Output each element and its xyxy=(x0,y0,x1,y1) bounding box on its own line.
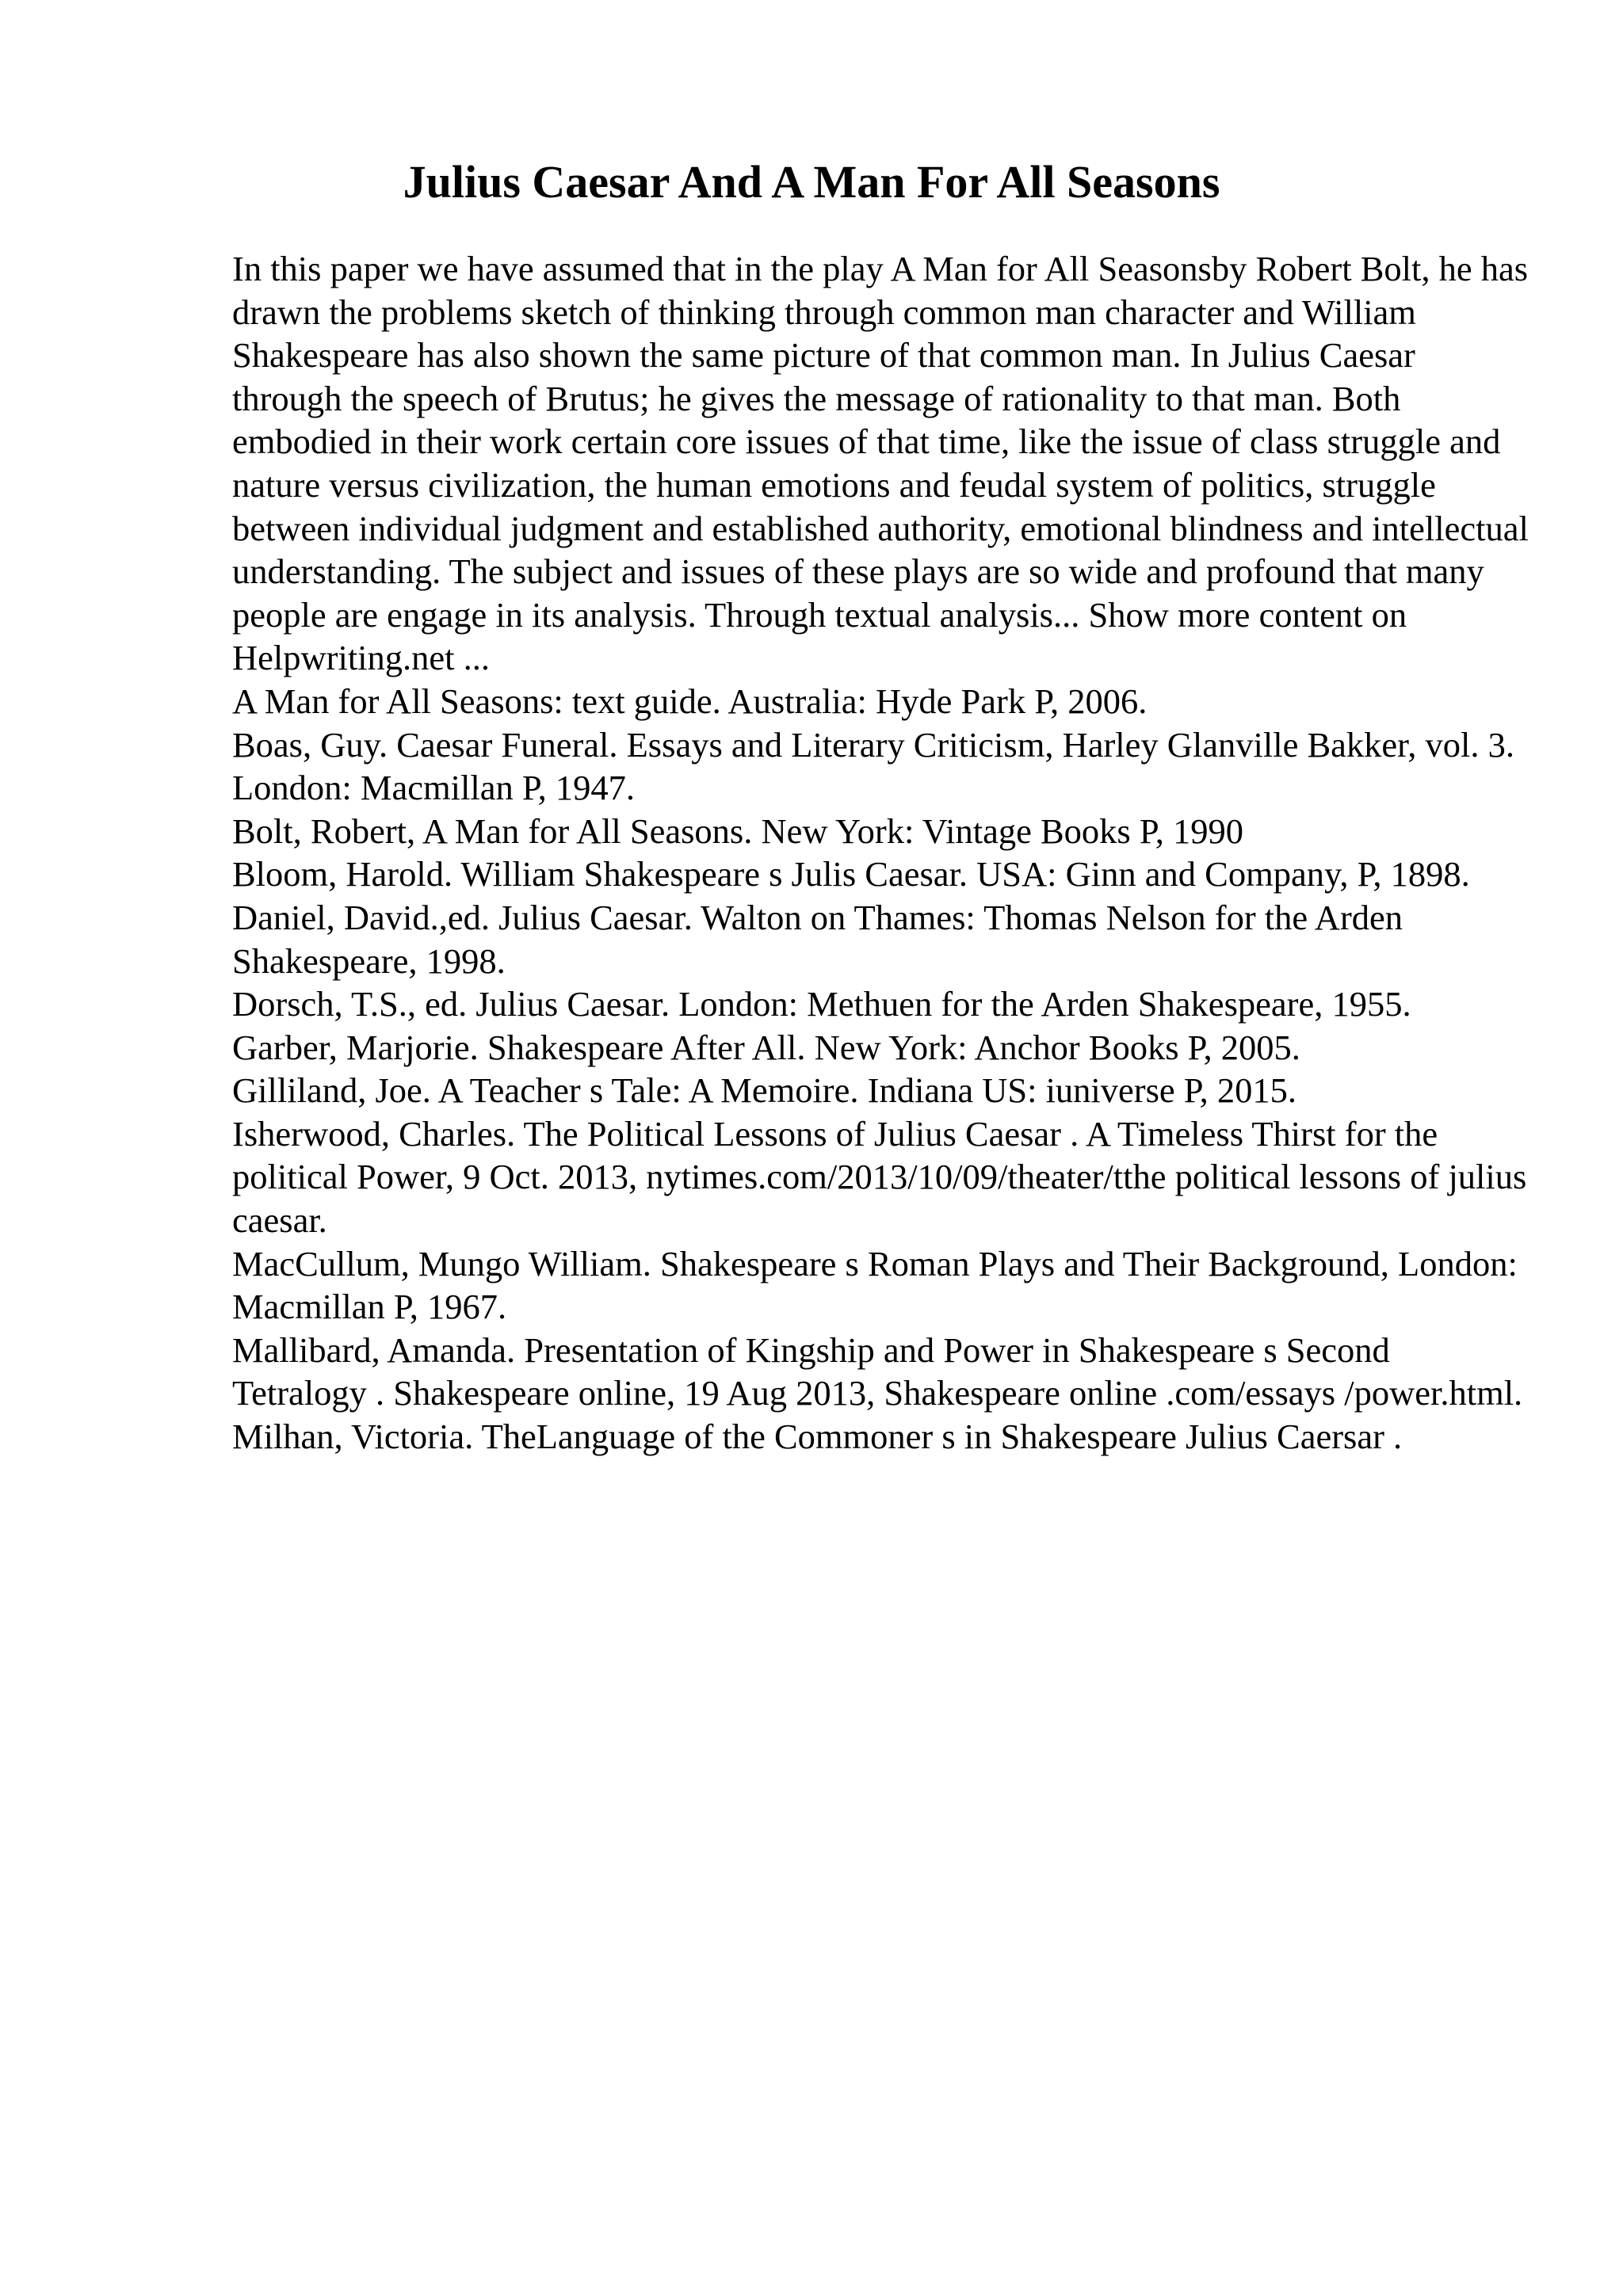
reference-entry: MacCullum, Mungo William. Shakespeare s Roman Plays and Their Background, London: Macmillan P, 1967. xyxy=(232,1243,1518,1327)
reference-entry: Gilliland, Joe. A Teacher s Tale: A Memoire. Indiana US: iuniverse P, 2015. xyxy=(232,1070,1296,1111)
reference-entry: Daniel, David.,ed. Julius Caesar. Walton on Thames: Thomas Nelson for the Arden Shakespeare, 1998. xyxy=(232,897,1403,981)
reference-entry: Bloom, Harold. William Shakespeare s Julis Caesar. USA: Ginn and Company, P, 1898. xyxy=(232,854,1470,894)
reference-entry: Boas, Guy. Caesar Funeral. Essays and Literary Criticism, Harley Glanville Bakker, vol. 3. London: Macmillan P, 1947. xyxy=(232,724,1514,808)
reference-entry: Milhan, Victoria. TheLanguage of the Commoner s in Shakespeare Julius Caersar . xyxy=(232,1417,1403,1457)
reference-entry: Isherwood, Charles. The Political Lessons of Julius Caesar . A Timeless Thirst for the political Power, 9 Oct. 2013, nytimes.com/2013/10/09/theater/tthe political lessons of julius caesar. xyxy=(232,1113,1527,1241)
reference-entry: A Man for All Seasons: text guide. Australia: Hyde Park P, 2006. xyxy=(232,681,1148,721)
reference-entry: Garber, Marjorie. Shakespeare After All. New York: Anchor Books P, 2005. xyxy=(232,1027,1300,1067)
reference-entry: Dorsch, T.S., ed. Julius Caesar. London: Methuen for the Arden Shakespeare, 1955. xyxy=(232,984,1411,1024)
reference-entry: Mallibard, Amanda. Presentation of Kingship and Power in Shakespeare s Second Tetralogy . Shakespeare online, 19 Aug 2013, Shakespeare online .com/essays /power.html. xyxy=(232,1329,1523,1413)
reference-entry: Bolt, Robert, A Man for All Seasons. New York: Vintage Books P, 1990 xyxy=(232,810,1243,851)
document-content xyxy=(232,247,1532,1459)
body-paragraph: In this paper we have assumed that in the play A Man for All Seasonsby Robert Bolt, he has drawn the problems sketch of thinking through common man character and William Shakespeare has also shown the same picture of that common man. In Julius Caesar through the speech of Brutus; he gives the message of rationality to that man. Both embodied in their work certain core issues of that time, like the issue of class struggle and nature versus civilization, the human emotions and feudal system of politics, struggle between individual judgment and established authority, emotional blindness and intellectual understanding. The subject and issues of these plays are so wide and profound that many people are engage in its analysis. Through textual analysis... Show more content on Helpwriting.net ... xyxy=(232,249,1529,678)
document-title: Julius Caesar And A Man For All Seasons xyxy=(403,156,1220,208)
